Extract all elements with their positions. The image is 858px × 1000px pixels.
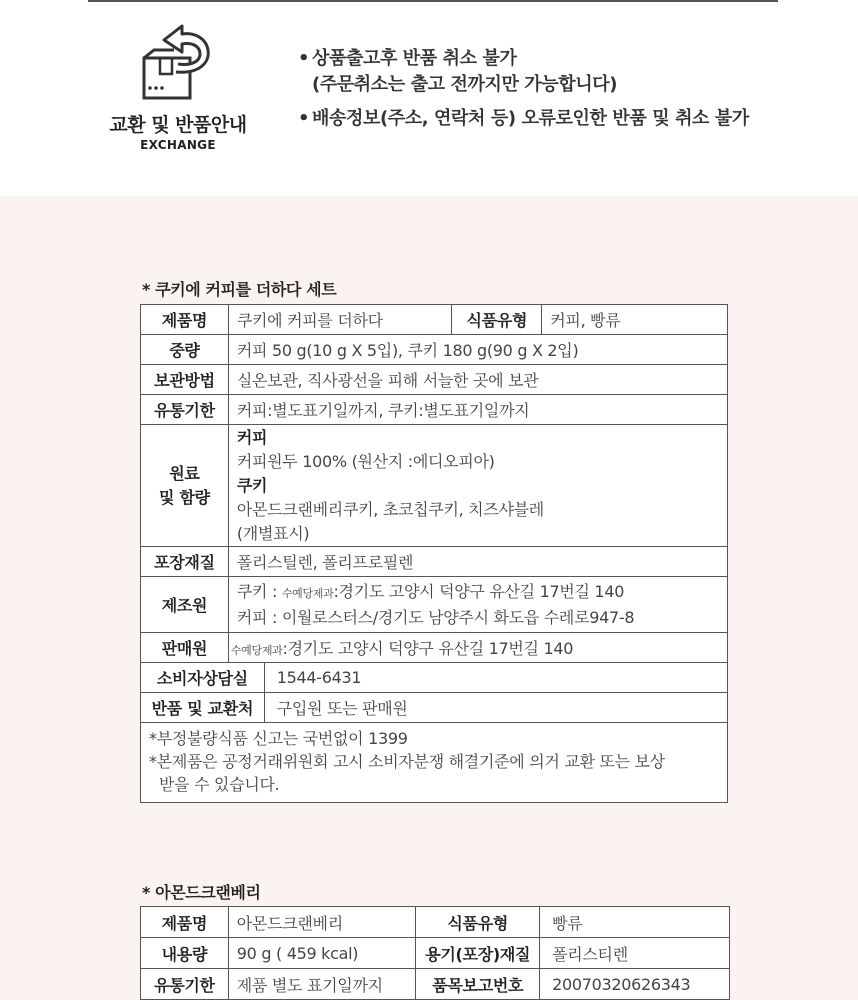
table-row	[141, 938, 730, 969]
cell-label: 보관방법	[141, 365, 229, 395]
ingredients-label: 원료	[169, 463, 200, 483]
ingredient-text: (개별표시)	[236, 523, 310, 543]
ingredient-heading: 쿠키	[236, 475, 268, 495]
almond-info-table	[140, 906, 730, 1000]
maker-address: :경기도 고양시 덕양구 유산길 17번길 140	[333, 581, 625, 601]
set-info-table	[140, 304, 728, 803]
cell-label: 소비자상담실	[141, 663, 265, 693]
ingredient-text: 커피원두 100% (원산지 :에디오피아)	[236, 451, 495, 471]
ingredient-heading: 커피	[236, 427, 268, 447]
cell-label: 제조원	[141, 577, 229, 633]
almond-section-title: * 아몬드크랜베리	[142, 883, 261, 902]
cell-label: 유통기한	[141, 395, 229, 425]
table-row	[141, 907, 730, 938]
seller-brand: 수예당제과	[230, 644, 283, 657]
maker-cookie	[237, 580, 727, 606]
table-row	[141, 663, 728, 693]
cell-label: 유통기한	[141, 969, 229, 1000]
notice-item: • 상품출고후 반품 취소 불가	[298, 48, 517, 69]
table-row	[141, 365, 728, 395]
seller-address: :경기도 고양시 덕양구 유산길 17번길 140	[282, 639, 574, 658]
cell-label: 포장재질	[141, 547, 229, 577]
cell-value	[228, 425, 727, 547]
cell-value: 커피 50 g(10 g X 5입), 쿠키 180 g(90 g X 2입)	[228, 335, 727, 365]
cell-value: 20070320626343	[540, 969, 730, 1000]
cell-value: 제품 별도 표기일까지	[228, 969, 416, 1000]
ingredients-label: 및 함량	[159, 487, 210, 507]
notice-text: 배송정보(주소, 연락처 등) 오류로인한 반품 및 취소 불가	[312, 108, 749, 129]
exchange-subtitle: EXCHANGE	[140, 138, 216, 152]
table-row	[141, 547, 728, 577]
maker-brand: 수예당제과	[281, 586, 334, 600]
notice-item: • 배송정보(주소, 연락처 등) 오류로인한 반품 및 취소 불가	[298, 108, 749, 129]
cell-value: 커피, 빵류	[542, 305, 728, 335]
cell-value: 구입원 또는 판매원	[264, 693, 727, 723]
cell-value: 1544-6431	[264, 663, 727, 693]
table-row	[141, 335, 728, 365]
cell-value: 커피:별도표기일까지, 쿠키:별도표기일까지	[228, 395, 727, 425]
notice-text: 상품출고후 반품 취소 불가	[312, 48, 517, 69]
maker-prefix: 쿠키 :	[236, 581, 282, 601]
cell-label: 용기(포장)재질	[416, 938, 540, 969]
cell-label: 판매원	[141, 633, 229, 663]
notice-item-continued	[298, 70, 617, 96]
cell-label: 중량	[141, 335, 229, 365]
cell-label: 품목보고번호	[416, 969, 540, 1000]
cell-label: 제품명	[141, 305, 229, 335]
cell-label: 식품유형	[416, 907, 540, 938]
footnote-line: *본제품은 공정거래위원회 고시 소비자분쟁 해결기준에 의거 교환 또는 보상	[149, 752, 665, 771]
table-row	[141, 577, 728, 633]
cell-value: 아몬드크랜베리	[228, 907, 416, 938]
set-section-title: * 쿠키에 커피를 더하다 세트	[142, 280, 337, 299]
ingredient-text: 아몬드크랜베리쿠키, 초코칩쿠키, 치즈샤블레	[236, 499, 544, 519]
cell-label: 반품 및 교환처	[141, 693, 265, 723]
cell-value: 90 g ( 459 kcal)	[228, 938, 416, 969]
cell-label: 내용량	[141, 938, 229, 969]
table-footnote	[141, 723, 728, 803]
cell-label: 제품명	[141, 907, 229, 938]
footnote-line: *부정불량식품 신고는 국번없이 1399	[149, 729, 408, 748]
cell-value: 폴리스티렌	[540, 938, 730, 969]
cell-value: 빵류	[540, 907, 730, 938]
table-row	[141, 723, 728, 803]
footnote-line: 받을 수 있습니다.	[159, 775, 280, 794]
maker-coffee: 커피 : 이월로스터스/경기도 남양주시 화도읍 수레로947-8	[236, 607, 635, 627]
table-row	[141, 693, 728, 723]
notice-text: (주문취소는 출고 전까지만 가능합니다)	[312, 74, 618, 95]
table-row	[141, 969, 730, 1000]
table-row	[141, 395, 728, 425]
cell-label	[141, 425, 229, 547]
exchange-notice-section	[0, 2, 858, 194]
cell-value: 폴리스틸렌, 폴리프로필렌	[228, 547, 727, 577]
cell-value: 실온보관, 직사광선을 피해 서늘한 곳에 보관	[228, 365, 727, 395]
exchange-title: 교환 및 반품안내	[109, 114, 247, 136]
table-row	[141, 305, 728, 335]
cell-value	[228, 577, 727, 633]
cell-value	[228, 633, 727, 663]
table-row	[141, 633, 728, 663]
cell-value: 쿠키에 커피를 더하다	[228, 305, 452, 335]
return-box-icon	[140, 24, 214, 100]
table-row	[141, 425, 728, 547]
cell-label: 식품유형	[452, 305, 542, 335]
